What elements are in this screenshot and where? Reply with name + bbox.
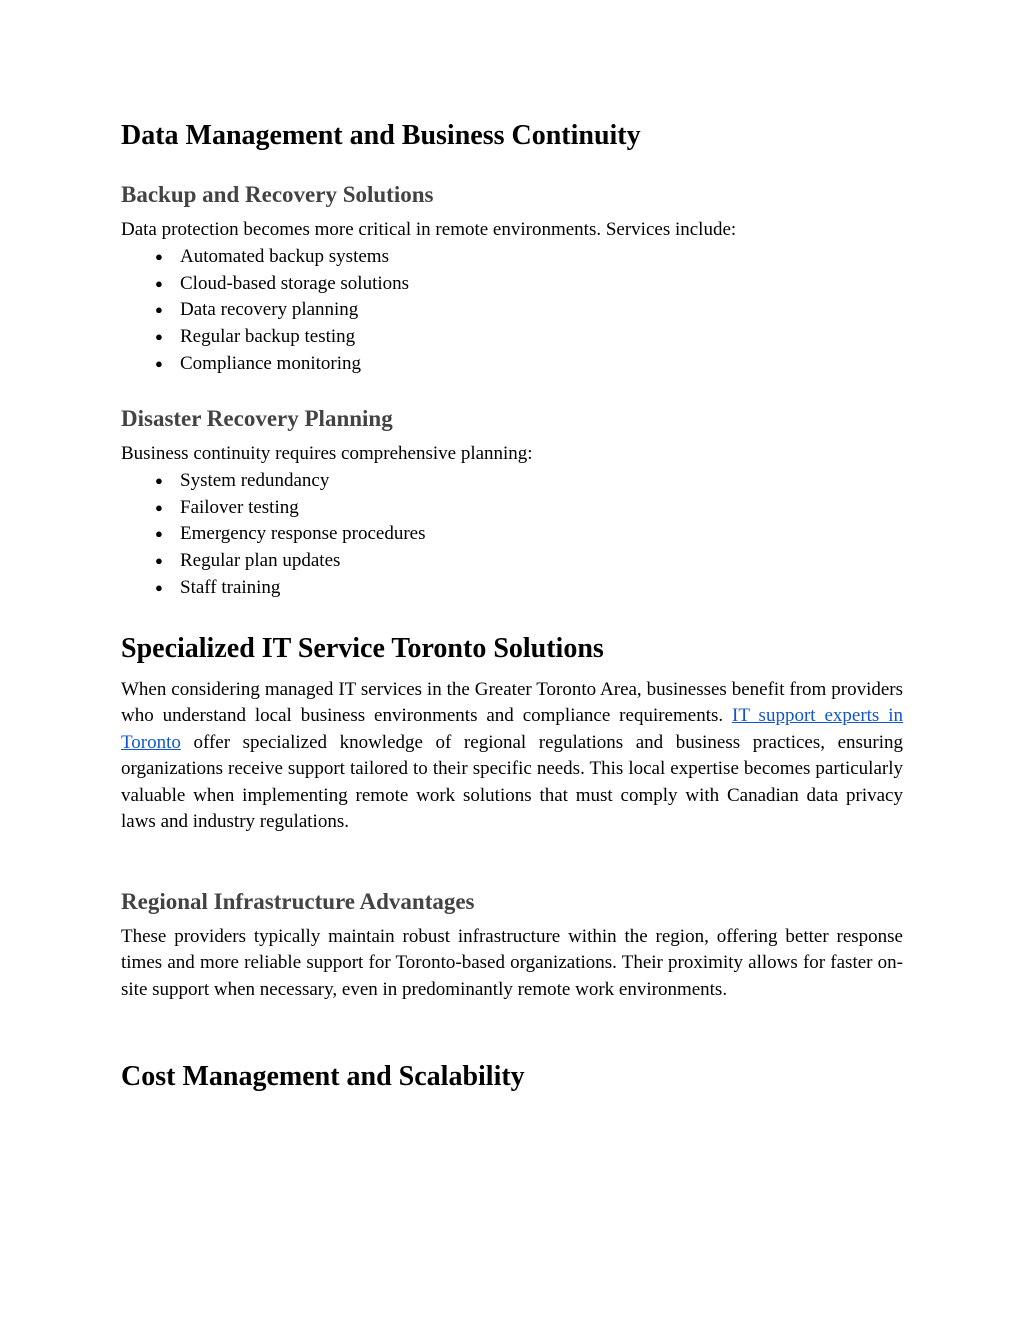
list-item-text: Staff training <box>180 576 281 598</box>
list-item <box>121 324 903 351</box>
subheading-regional: Regional Infrastructure Advantages <box>121 889 475 914</box>
bullet-icon: ● <box>155 249 163 264</box>
bullet-icon: ● <box>155 473 163 488</box>
list-item-text: Data recovery planning <box>180 299 359 321</box>
list-item-text: System redundancy <box>180 470 330 491</box>
subheading-backup: Backup and Recovery Solutions <box>121 182 434 207</box>
bullet-icon: ● <box>155 526 163 542</box>
backup-intro: Data protection becomes more critical in remote environments. Services include: <box>121 219 737 240</box>
list-item <box>121 548 903 575</box>
disaster-list <box>121 468 903 602</box>
bullet-icon: ● <box>155 579 163 595</box>
list-item <box>121 244 903 271</box>
list-item <box>121 575 903 602</box>
bullet-icon: ● <box>155 275 163 291</box>
specialized-text-before-link: When considering managed IT services in the Greater Toronto Area, businesses benefit from providers who understand local business environments and compliance requirements. <box>121 679 903 727</box>
bullet-icon: ● <box>155 499 163 515</box>
list-item <box>121 297 903 324</box>
disaster-intro: Business continuity requires comprehensive planning: <box>121 443 533 464</box>
list-item <box>121 495 903 522</box>
section-heading-cost: Cost Management and Scalability <box>121 1061 525 1092</box>
list-item-text: Regular plan updates <box>180 550 341 572</box>
list-item <box>121 521 903 548</box>
list-item-text: Automated backup systems <box>180 246 389 267</box>
list-item-text: Failover testing <box>180 496 299 518</box>
bullet-icon: ● <box>155 553 163 569</box>
section-heading-data-management: Data Management and Business Continuity <box>121 120 641 151</box>
bullet-icon: ● <box>155 302 163 318</box>
section-heading-specialized: Specialized IT Service Toronto Solutions <box>121 633 604 664</box>
specialized-text-after-link: offer specialized knowledge of regional regulations and business practices, ensuring organizations receive support tailored to their specific needs. This local expertise becomes particularly valuable when implementing remote work solutions that must comply with Canadian data privacy laws and industry regulations. <box>121 731 904 833</box>
list-item-text: Emergency response procedures <box>180 523 426 545</box>
list-item-text: Cloud-based storage solutions <box>180 272 410 294</box>
subheading-disaster-recovery: Disaster Recovery Planning <box>121 406 393 431</box>
backup-list <box>121 244 903 378</box>
regional-paragraph: These providers typically maintain robust infrastructure within the region, offering better response times and more reliable support for Toronto-based organizations. Their proximity allows for faster on-site support when necessary, even in predominantly remote work environments. <box>121 926 903 1000</box>
specialized-paragraph <box>121 677 903 835</box>
bullet-icon: ● <box>155 329 163 345</box>
list-item <box>121 351 903 378</box>
list-item-text: Regular backup testing <box>180 326 356 348</box>
bullet-icon: ● <box>155 355 163 371</box>
it-support-experts-link[interactable]: IT support experts in Toronto <box>121 705 904 753</box>
list-item <box>121 271 903 298</box>
list-item <box>121 468 903 495</box>
list-item-text: Compliance monitoring <box>180 352 362 374</box>
